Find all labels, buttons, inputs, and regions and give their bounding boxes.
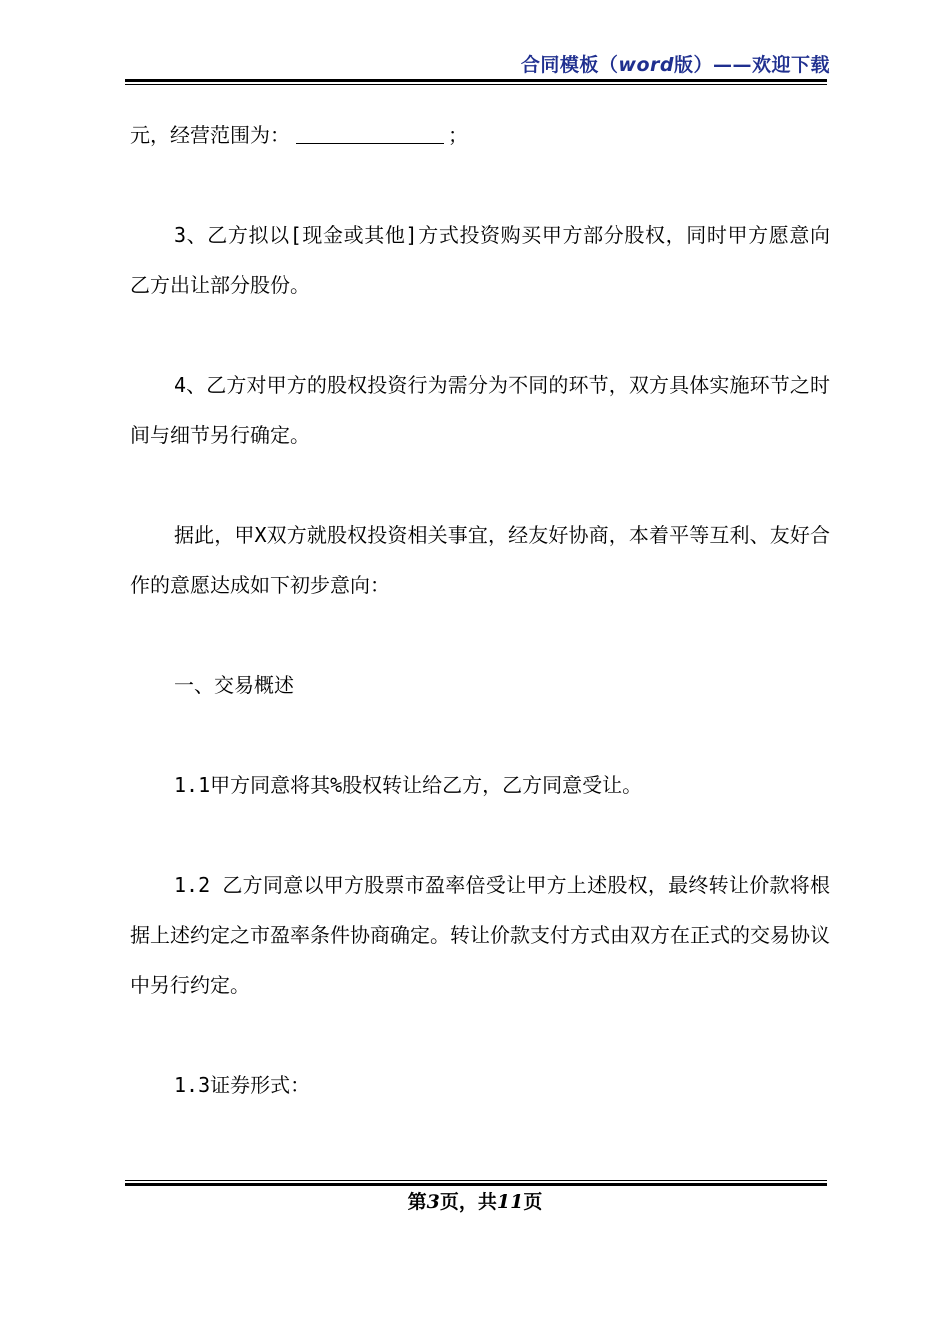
- header-title-suffix: 版）——欢迎下载: [673, 54, 830, 76]
- total-page-count: 11: [496, 1191, 524, 1213]
- paragraph-business-scope-text: 元，经营范围为：: [130, 123, 290, 147]
- footer-middle: 页，共: [439, 1191, 497, 1213]
- paragraph-agreement-intro: 据此，甲X双方就股权投资相关事宜，经友好协商，本着平等互利、友好合作的意愿达成如下初步意向：: [130, 523, 830, 597]
- footer-rule-thin: [125, 1180, 827, 1181]
- paragraph-clause-4: 4、乙方对甲方的股权投资行为需分为不同的环节，双方具体实施环节之时间与细节另行确定。: [130, 373, 830, 447]
- header-rule-thick: [125, 79, 827, 82]
- header-title-word: word: [618, 54, 674, 76]
- fill-in-blank-underline: [296, 121, 444, 144]
- footer-prefix: 第: [407, 1191, 427, 1213]
- document-header-title: [521, 50, 830, 77]
- header-rule-thin: [125, 84, 827, 85]
- header-title-prefix: 合同模板（: [520, 54, 619, 76]
- paragraph-clause-3: 3、乙方拟以[现金或其他]方式投资购买甲方部分股权，同时甲方愿意向乙方出让部分股份。: [130, 223, 830, 297]
- paragraph-business-scope-end: ；: [448, 123, 468, 147]
- footer-rule-thick: [125, 1183, 827, 1186]
- current-page-number: 3: [426, 1191, 440, 1213]
- page-number-footer: [0, 1187, 950, 1214]
- paragraph-business-scope: [130, 110, 830, 160]
- section-heading-transaction-overview: 一、交易概述: [174, 673, 294, 697]
- paragraph-clause-1-1: 1.1甲方同意将其%股权转让给乙方，乙方同意受让。: [174, 773, 643, 797]
- document-body: [130, 110, 830, 1160]
- paragraph-clause-1-3: 1.3证券形式：: [174, 1073, 311, 1097]
- paragraph-clause-1-2: 1.2 乙方同意以甲方股票市盈率倍受让甲方上述股权，最终转让价款将根据上述约定之市盈率条件协商确定。转让价款支付方式由双方在正式的交易协议中另行约定。: [130, 873, 830, 997]
- footer-suffix: 页: [523, 1191, 543, 1213]
